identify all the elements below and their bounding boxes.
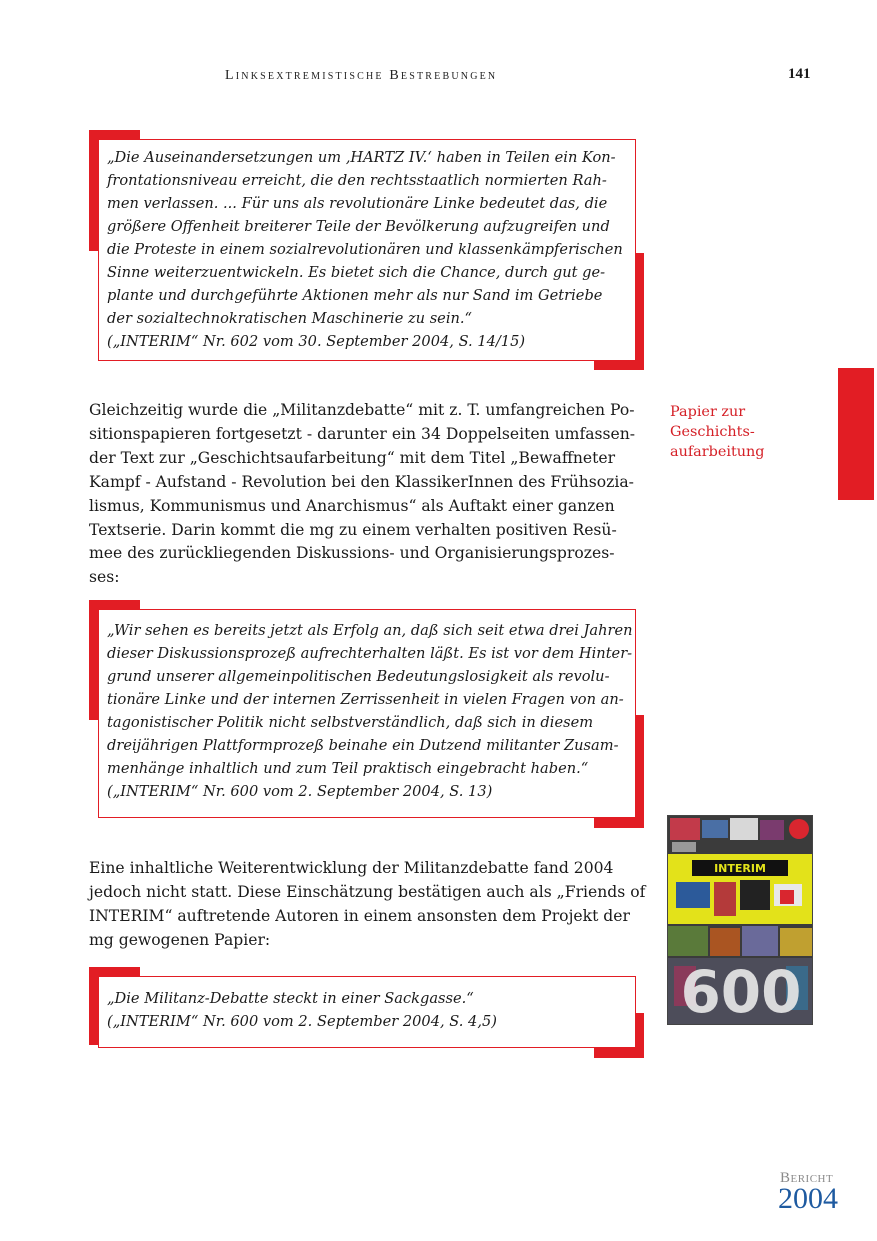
body-paragraph-2 [89,857,645,953]
paragraph-line: ses: [89,568,120,587]
cover-masthead: INTERIM [714,862,766,875]
margin-note [670,402,765,462]
quote-1-line: Sinne weiterzuentwickeln. Es bietet sich die Chance, durch gut ge- [107,264,606,281]
quote-1-text [107,146,623,353]
quote-1-line: frontationsniveau erreicht, die den rechtsstaatlich normierten Rah- [107,172,607,189]
paragraph-line: jedoch nicht statt. Diese Einschätzung bestätigen auch als „Friends of [89,882,646,901]
quote-1-line: der sozialtechnokratischen Maschinerie zu sein.“ [107,310,472,327]
footer-report-label: Bericht [780,1170,834,1186]
quote-1-line: plante und durchgeführte Aktionen mehr als nur Sand im Getriebe [107,287,603,304]
cover-illustration [668,816,813,1025]
paragraph-line: Textserie. Darin kommt die mg zu einem verhalten positiven Resü- [89,520,617,539]
margin-note-line: aufarbeitung [670,444,765,460]
paragraph-line: Kampf - Aufstand - Revolution bei den KlassikerInnen des Frühsozia- [89,472,634,491]
paragraph-line: der Text zur „Geschichtsaufarbeitung“ mit dem Titel „Bewaffneter [89,448,616,467]
quote-2-line: „Wir sehen es bereits jetzt als Erfolg an, daß sich seit etwa drei Jahren [107,622,633,639]
paragraph-line: lismus, Kommunismus und Anarchismus“ als Auftakt einer ganzen [89,496,615,515]
chapter-thumb-tab [838,368,874,500]
quote-2-line: grund unserer allgemeinpolitischen Bedeutungslosigkeit als revolu- [107,668,610,685]
paragraph-line: Eine inhaltliche Weiterentwicklung der Militanzdebatte fand 2004 [89,859,614,877]
body-paragraph-1 [89,399,635,590]
quote-2-line: tagonistischer Politik nicht selbstverständlich, daß sich in diesem [107,714,594,731]
quote-3-text [107,987,497,1033]
paragraph-line: Gleichzeitig wurde die „Militanzdebatte“ mit z. T. umfangreichen Po- [89,401,635,419]
footer-report-year: 2004 [778,1182,838,1215]
page-number: 141 [788,66,811,82]
interim-cover-image [667,815,813,1025]
quote-1-source: („INTERIM“ Nr. 602 vom 30. September 2004, S. 14/15) [107,333,526,350]
cover-issue-number: 600 [680,958,802,1025]
quote-1-line: größere Offenheit breiterer Teile der Bevölkerung aufzugreifen und [107,218,610,235]
paragraph-line: mee des zurückliegenden Diskussions- und Organisierungsprozes- [89,544,615,563]
quote-1-line: die Proteste in einem sozialrevolutionären und klassenkämpferischen [107,241,623,258]
margin-note-line: Geschichts- [670,424,755,440]
running-title: Linksextremistische Bestrebungen [225,68,498,83]
quote-2-line: tionäre Linke und der internen Zerrissenheit in vielen Fragen von an- [107,691,624,708]
quote-1-line: „Die Auseinandersetzungen um ‚HARTZ IV.‘ haben in Teilen ein Kon- [107,149,616,166]
margin-note-line: Papier zur [670,404,746,420]
quote-1-line: men verlassen. ... Für uns als revolutionäre Linke bedeutet das, die [107,195,608,212]
paragraph-line: mg gewogenen Papier: [89,930,271,949]
quote-2-line: dieser Diskussionsprozeß aufrechterhalten läßt. Es ist vor dem Hinter- [107,645,633,662]
quote-3-source: („INTERIM“ Nr. 600 vom 2. September 2004, S. 4,5) [107,1013,497,1030]
paragraph-line: INTERIM“ auftretende Autoren in einem ansonsten dem Projekt der [89,906,630,925]
quote-2-source: („INTERIM“ Nr. 600 vom 2. September 2004, S. 13) [107,783,493,800]
quote-2-text [107,619,633,803]
paragraph-line: sitionspapieren fortgesetzt - darunter ein 34 Doppelseiten umfassen- [89,424,636,443]
quote-2-line: dreijährigen Plattformprozeß beinahe ein Dutzend militanter Zusam- [107,737,619,754]
quote-2-line: menhänge inhaltlich und zum Teil praktisch eingebracht haben.“ [107,760,589,777]
quote-3-line: „Die Militanz-Debatte steckt in einer Sackgasse.“ [107,990,474,1007]
